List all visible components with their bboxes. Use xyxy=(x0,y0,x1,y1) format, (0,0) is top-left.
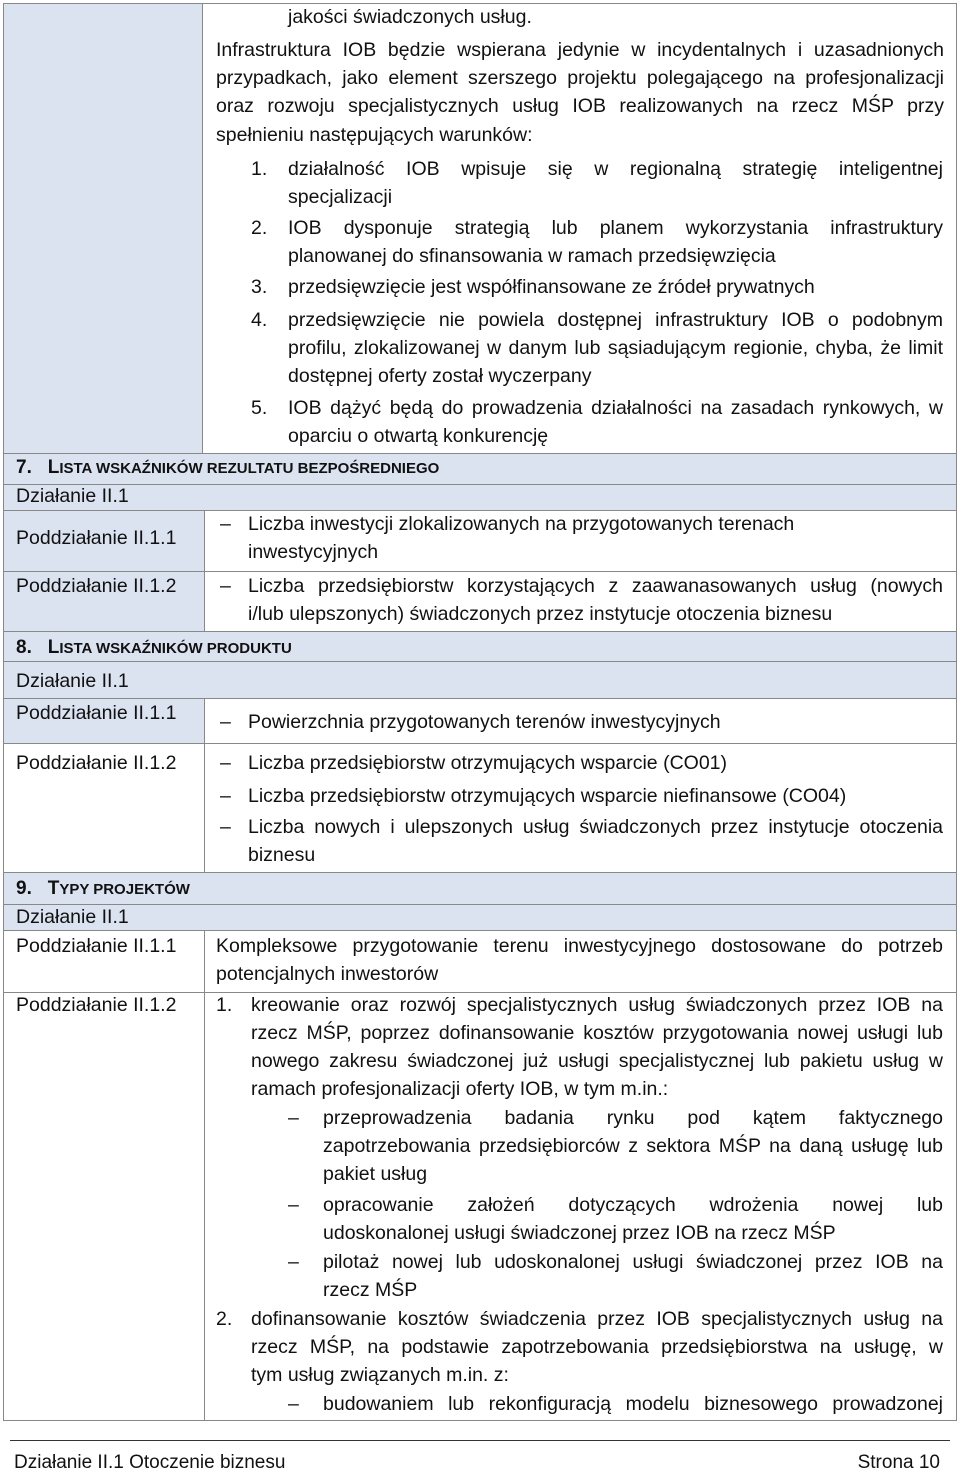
dash-bullet: – xyxy=(220,785,231,807)
project-type-text: rzecz MŚP, poprzez dofinansowanie kosztów przygotowania nowej usługi lub xyxy=(251,1022,943,1044)
sub-item-text: rzecz MŚP xyxy=(323,1279,418,1301)
dash-bullet: – xyxy=(288,1393,299,1415)
dash-bullet: – xyxy=(288,1107,299,1129)
condition-text: działalność IOB wpisuje się w regionalną strategię inteligentnej xyxy=(288,158,943,180)
footer-left-text: Działanie II.1 Otoczenie biznesu xyxy=(14,1452,286,1473)
section-title-initial: T xyxy=(47,878,60,899)
condition-text: specjalizacji xyxy=(288,186,393,208)
section-title-rest: YPY PROJEKTÓW xyxy=(59,881,190,898)
section-title-rest: ISTA WSKAŹNIKÓW REZULTATU BEZPOŚREDNIEGO xyxy=(59,460,440,477)
condition-text: planowanej do sfinansowania w ramach przedsięwzięcia xyxy=(288,245,776,267)
project-type-text: ramach profesjonalizacji oferty IOB, w tym m.in.: xyxy=(251,1078,669,1100)
section8-action-label: Działanie II.1 xyxy=(16,670,129,692)
section9-row1-text: potencjalnych inwestorów xyxy=(216,963,439,985)
section-number: 8. xyxy=(16,637,32,658)
section9-row1-text: Kompleksowe przygotowanie terenu inwestycyjnego dostosowane do potrzeb xyxy=(216,935,943,957)
condition-number: 5. xyxy=(251,397,268,419)
dash-bullet: – xyxy=(288,1194,299,1216)
section7-action-label: Działanie II.1 xyxy=(16,485,129,507)
section7-row2-label: Poddziałanie II.1.2 xyxy=(16,575,177,597)
sub-item-text: opracowanie założeń dotyczących wdrożenia nowej lub xyxy=(323,1194,943,1216)
section8-row2-text: biznesu xyxy=(248,844,316,866)
condition-number: 2. xyxy=(251,217,268,239)
condition-text: IOB dysponuje strategią lub planem wykorzystania infrastruktury xyxy=(288,217,943,239)
sub-item-text: pilotaż nowej lub udoskonalonej usługi świadczonej przez IOB na xyxy=(323,1251,943,1273)
sub-item-text: przeprowadzenia badania rynku pod kątem faktycznego xyxy=(323,1107,943,1129)
dash-bullet: – xyxy=(220,575,231,597)
dash-bullet: – xyxy=(220,816,231,838)
section7-row1-label: Poddziałanie II.1.1 xyxy=(16,527,177,549)
section8-row1-label: Poddziałanie II.1.1 xyxy=(16,702,177,724)
section8-row2-label: Poddziałanie II.1.2 xyxy=(16,752,177,774)
intro-tail-text: jakości świadczonych usług. xyxy=(288,6,532,28)
page-number: Strona 10 xyxy=(857,1452,940,1473)
section9-heading xyxy=(16,877,190,902)
section8-row2-text: Liczba nowych i ulepszonych usług świadczonych przez instytucje otoczenia xyxy=(248,816,943,838)
section-number: 9. xyxy=(16,878,32,899)
section9-row2-label: Poddziałanie II.1.2 xyxy=(16,994,177,1016)
project-type-number: 2. xyxy=(216,1308,233,1330)
section7-row2-text: i/lub ulepszonych) świadczonych przez instytucje otoczenia biznesu xyxy=(248,603,833,625)
project-type-text: rzecz MŚP, na podstawie zapotrzebowania przedsiębiorstwa na usługę, w xyxy=(251,1336,943,1358)
condition-text: IOB dążyć będą do prowadzenia działalności na zasadach rynkowych, w xyxy=(288,397,943,419)
section9-action-label: Działanie II.1 xyxy=(16,906,129,928)
section7-row1-text: Liczba inwestycji zlokalizowanych na przygotowanych terenach xyxy=(248,513,795,535)
section7-row1-text: inwestycyjnych xyxy=(248,541,379,563)
footer-rule xyxy=(10,1440,950,1441)
section8-row2-text: Liczba przedsiębiorstw otrzymujących wsparcie (CO01) xyxy=(248,752,727,774)
section7-row2-text: Liczba przedsiębiorstw korzystających z zaawanasowanych usług (nowych xyxy=(248,575,943,597)
condition-number: 1. xyxy=(251,158,268,180)
condition-number: 4. xyxy=(251,309,268,331)
project-type-number: 1. xyxy=(216,994,233,1016)
infra-line: oraz rozwoju specjalistycznych usług IOB realizowanych na rzecz MŚP przy xyxy=(216,95,944,117)
condition-text: przedsięwzięcie nie powiela dostępnej infrastruktury IOB o podobnym xyxy=(288,309,943,331)
sub-item-text: zapotrzebowania przedsiębiorców z sektora MŚP na daną usługę lub xyxy=(323,1135,943,1157)
section-number: 7. xyxy=(16,457,32,478)
section-title-initial: L xyxy=(47,637,60,658)
section8-row1-text: Powierzchnia przygotowanych terenów inwestycyjnych xyxy=(248,711,721,733)
dash-bullet: – xyxy=(288,1251,299,1273)
sub-item-text: pakiet usług xyxy=(323,1163,428,1185)
project-type-text: tym usług związanych m.in. z: xyxy=(251,1364,509,1386)
infra-line: spełnieniu następujących warunków: xyxy=(216,124,533,146)
condition-text: dostępnej oferty został wyczerpany xyxy=(288,365,592,387)
dash-bullet: – xyxy=(220,752,231,774)
condition-text: przedsięwzięcie jest współfinansowane ze źródeł prywatnych xyxy=(288,276,815,298)
sub-item-text: budowaniem lub rekonfiguracją modelu biznesowego prowadzonej xyxy=(323,1393,943,1415)
condition-text: profilu, zlokalizowanej w danym lub sąsiadującym regionie, chyba, że limit xyxy=(288,337,943,359)
dash-bullet: – xyxy=(220,513,231,535)
project-type-text: kreowanie oraz rozwój specjalistycznych usług świadczonych przez IOB na xyxy=(251,994,943,1016)
section8-row2-text: Liczba przedsiębiorstw otrzymujących wsparcie niefinansowe (CO04) xyxy=(248,785,847,807)
dash-bullet: – xyxy=(220,711,231,733)
infra-line: Infrastruktura IOB będzie wspierana jedynie w incydentalnych i uzasadnionych xyxy=(216,39,944,61)
section8-heading xyxy=(16,636,292,661)
section7-heading xyxy=(16,456,439,481)
infra-line: przypadkach, jako element szerszego projektu polegającego na profesjonalizacji xyxy=(216,67,944,89)
sub-item-text: udoskonalonej usługi świadczonej przez IOB na rzecz MŚP xyxy=(323,1222,836,1244)
project-type-text: nowego zakresu świadczonej już usługi specjalistycznej lub pakietu usług w xyxy=(251,1050,943,1072)
project-type-text: dofinansowanie kosztów świadczenia przez IOB specjalistycznych usług na xyxy=(251,1308,943,1330)
section-title-rest: ISTA WSKAŹNIKÓW PRODUKTU xyxy=(59,640,292,657)
section-title-initial: L xyxy=(47,457,60,478)
condition-number: 3. xyxy=(251,276,268,298)
condition-text: oparciu o otwartą konkurencję xyxy=(288,425,549,447)
section9-row1-label: Poddziałanie II.1.1 xyxy=(16,935,177,957)
